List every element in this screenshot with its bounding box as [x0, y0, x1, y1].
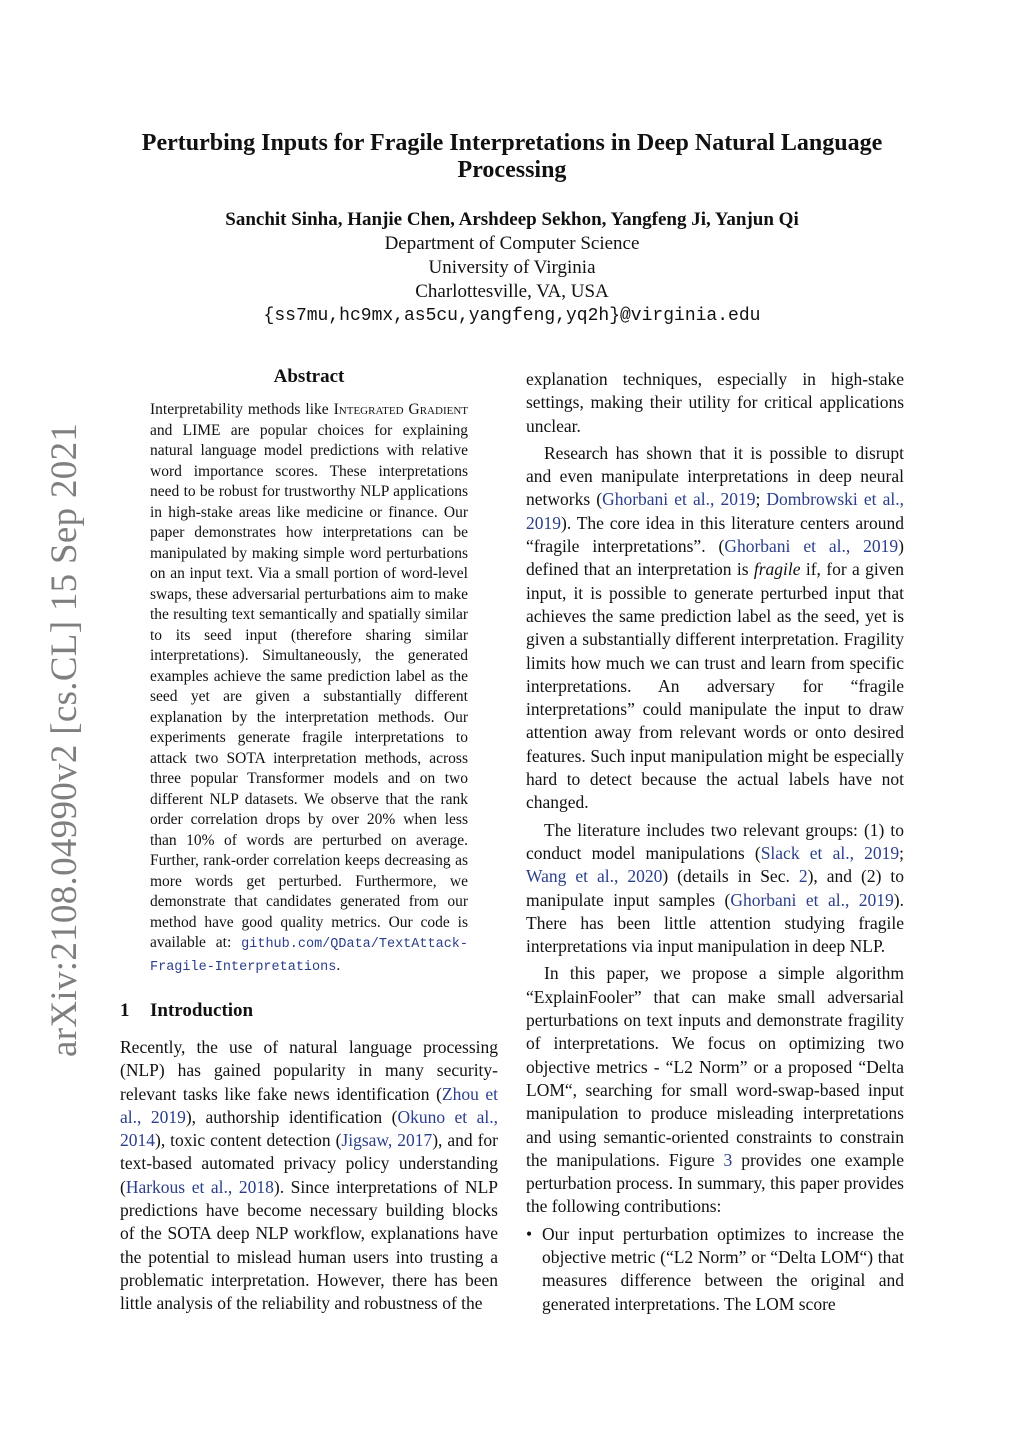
citation-link[interactable]: Jigsaw, 2017 — [341, 1130, 433, 1151]
intro-paragraph-4: In this paper, we propose a simple algorithm “ExplainFooler” that can make small adversarial perturbations on text inputs and demonstrate fragility of interpretations. We focus on optimizing two objective metrics - “L2 Norm” or a proposed “Delta LOM“, searching for small word-swap-based input manipulation to produce misleading interpretations and using semantic-oriented constraints to constrain the manipulations. Figure 3 provides one example perturbation process. In summary, this paper provides the following contributions: — [526, 963, 904, 1217]
author-university: University of Virginia — [428, 257, 596, 278]
arxiv-identifier: arXiv:2108.04990v2 [cs.CL] 15 Sep 2021 — [44, 422, 85, 1057]
abstract-text: Interpretability methods like Integrated Gradient and LIME are popular choices for explaining natural language model predictions with relative word importance scores. These interpretations need to be robust for trustworthy NLP applications in high-stake areas like medicine or finance. Our paper demonstrates how interpretations can be manipulated by making simple word perturbations on an input text. Via a small portion of word-level swaps, these adversarial perturbations aim to make the resulting text semantically and spatially similar to its seed input (therefore sharing similar interpretations). Simultaneously, the generated examples achieve the same prediction label as the seed yet are given a substantially different explanation by the interpretation methods. Our experiments generate fragile interpretations to attack two SOTA interpretation methods, across three popular Transformer models and on two different NLP datasets. We observe that the rank order correlation drops by over 20% when less than 10% of words are perturbed on average. Further, rank-order correlation keeps decreasing as more words get perturbed. Furthermore, we demonstrate that candidates generated from our method have good quality metrics. Our code is available at: github.com/QData/TextAttack-Fragile-Interpretations. — [150, 401, 468, 975]
author-names: Sanchit Sinha, Hanjie Chen, Arshdeep Sekhon, Yangfeng Ji, Yanjun Qi — [225, 209, 799, 230]
citation-link[interactable]: Okuno et al., 2014 — [120, 1106, 498, 1151]
author-location: Charlottesville, VA, USA — [415, 281, 609, 302]
author-email: {ss7mu,hc9mx,as5cu,yangfeng,yq2h}@virginia.edu — [263, 306, 761, 326]
left-column — [120, 366, 498, 1316]
bullet-icon: • — [526, 1223, 533, 1244]
intro-paragraph-1-continued: explanation techniques, especially in high-stake settings, making their utility for critical applications unclear. — [526, 369, 904, 436]
method-name: Integrated Gradient — [333, 401, 468, 418]
author-department: Department of Computer Science — [384, 233, 640, 254]
paper-title: Perturbing Inputs for Fragile Interpretations in Deep Natural Language Processing — [141, 130, 883, 183]
section-reference-link[interactable]: 2 — [798, 866, 808, 887]
citation-link[interactable]: Zhou et al., 2019 — [120, 1083, 498, 1127]
arxiv-sidebar — [12, 0, 85, 1448]
citation-link[interactable]: Ghorbani et al., 2019 — [730, 889, 894, 910]
section-heading-introduction: 1 Introduction — [120, 1000, 254, 1021]
right-column — [526, 368, 904, 1316]
intro-paragraph-1: Recently, the use of natural language processing (NLP) has gained popularity in many security-relevant tasks like fake news identification (Zhou et al., 2019), authorship identification (Okuno et al., 2014), toxic content detection (Jigsaw, 2017), and for text-based automated privacy policy understanding (Harkous et al., 2018). Since interpretations of NLP predictions have become necessary building blocks of the SOTA deep NLP workflow, explanations have the potential to mislead human users into trusting a problematic interpretation. However, there has been little analysis of the reliability and robustness of the — [120, 1037, 498, 1314]
intro-paragraph-3: The literature includes two relevant groups: (1) to conduct model manipulations (Slack et al., 2019; Wang et al., 2020) (details in Sec. 2), and (2) to manipulate input samples (Ghorbani et al., 2019). There has been little attention studying fragile interpretations via input manipulation in deep NLP. — [526, 819, 905, 957]
abstract-heading: Abstract — [273, 366, 345, 387]
figure-reference-link[interactable]: 3 — [723, 1149, 733, 1170]
code-link[interactable]: github.com/QData/TextAttack-Fragile-Interpretations — [150, 937, 468, 975]
citation-link[interactable]: Harkous et al., 2018 — [125, 1176, 274, 1197]
citation-link[interactable]: Slack et al., 2019 — [760, 842, 900, 863]
author-block — [112, 208, 912, 328]
citation-link[interactable]: Wang et al., 2020 — [526, 866, 663, 887]
citation-link[interactable]: Ghorbani et al., 2019 — [602, 489, 756, 510]
contribution-text: Our input perturbation optimizes to increase the objective metric (“L2 Norm” or “Delta LOM“) that measures difference between the original and generated interpretations. The LOM score — [542, 1223, 904, 1314]
intro-paragraph-2: Research has shown that it is possible to disrupt and even manipulate interpretations in deep neural networks (Ghorbani et al., 2019; Dombrowski et al., 2019). The core idea in this literature centers around “fragile interpretations”. (Ghorbani et al., 2019) defined that an interpretation is fragile if, for a given input, it is possible to generate perturbed input that achieves the same prediction label as the seed, yet is given a substantially different interpretation. Fragility limits how much we can trust and learn from specific interpretations. An adversary for “fragile interpretations” could manipulate the input to draw attention away from relevant words or onto desired features. Such input manipulation might be especially hard to detect because the actual labels have not changed. — [526, 442, 904, 813]
citation-link[interactable]: Dombrowski et al., 2019 — [526, 489, 904, 533]
citation-link[interactable]: Ghorbani et al., 2019 — [724, 536, 899, 557]
contribution-list-item — [526, 1223, 904, 1316]
